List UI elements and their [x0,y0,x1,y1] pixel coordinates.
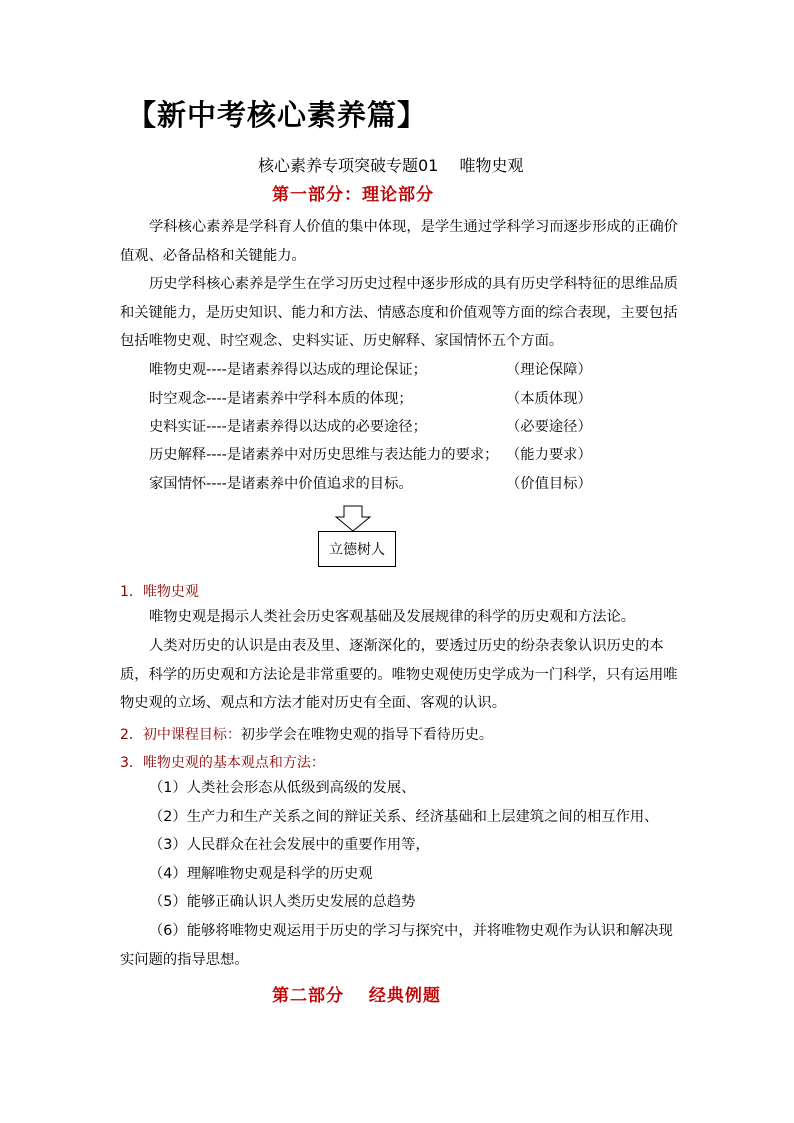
page-subtitle: 核心素养专项突破专题01 唯物史观 [258,156,524,175]
part1-paragraph-1: 学科核心素养是学科育人价值的集中体现，是学生通过学科学习而逐步形成的正确价值观、必备品格和关键能力。 [120,219,678,264]
point-item: （4）理解唯物史观是科学的历史观 [149,866,373,882]
list-item-tag: （本质体现） [506,391,592,407]
list-item: 家国情怀----是诸素养中价值追求的目标。 [149,476,413,492]
part2-heading: 第二部分 经典例题 [272,986,441,1006]
section-title: 唯物史观 [142,584,199,600]
section-number: 1． [120,584,143,600]
goal-box-label: 立德树人 [329,542,385,558]
list-item: 历史解释----是诸素养中对历史思维与表达能力的要求； [149,447,499,463]
point-item: （6）能够将唯物史观运用于历史的学习与探究中，并将唯物史观作为认识和解决现实问题的指导思想。 [120,923,673,968]
list-item: 唯物史观----是诸素养得以达成的理论保证； [149,362,427,378]
section-2 [120,724,493,744]
section-3-heading [120,752,325,772]
list-item: 史料实证----是诸素养得以达成的必要途径； [149,419,427,435]
section-title: 初中课程目标： [142,727,241,743]
section-1-paragraph-2: 人类对历史的认识是由表及里、逐渐深化的，要透过历史的纷杂表象认识历史的本质，科学的历史观和方法论是非常重要的。唯物史观使历史学成为一门科学，只有运用唯物史观的立场、观点和方法才能对历史有全面、客观的认识。 [120,638,678,711]
point-item: （5）能够正确认识人类历史发展的总趋势 [149,894,416,910]
page-big-title: 【新中考核心素养篇】 [127,98,428,132]
point-item: （3）人民群众在社会发展中的重要作用等， [149,837,430,853]
point-item: （2）生产力和生产关系之间的辩证关系、经济基础和上层建筑之间的相互作用、 [149,809,659,825]
list-item-tag: （必要途径） [506,419,592,435]
list-item: 时空观念----是诸素养中学科本质的体现； [149,391,413,407]
list-item-tag: （能力要求） [506,447,592,463]
section-2-text: 初步学会在唯物史观的指导下看待历史。 [240,727,493,743]
section-1-paragraph-1: 唯物史观是揭示人类社会历史客观基础及发展规律的科学的历史观和方法论。 [149,609,636,625]
point-item: （1）人类社会形态从低级到高级的发展、 [149,780,416,796]
section-number: 3． [120,755,143,771]
section-number: 2． [120,727,143,743]
list-item-tag: （价值目标） [506,476,592,492]
part1-heading: 第一部分：理论部分 [272,185,434,205]
section-title: 唯物史观的基本观点和方法： [142,755,325,771]
down-arrow-icon [334,505,374,533]
section-1-heading [120,581,199,601]
list-item-tag: （理论保障） [506,362,592,378]
part1-paragraph-2: 历史学科核心素养是学生在学习历史过程中逐步形成的具有历史学科特征的思维品质和关键能力，是历史知识、能力和方法、情感态度和价值观等方面的综合表现，主要包括包括唯物史观、时空观念、史料实证、历史解释、家国情怀五个方面。 [120,276,678,349]
goal-box [318,531,396,567]
